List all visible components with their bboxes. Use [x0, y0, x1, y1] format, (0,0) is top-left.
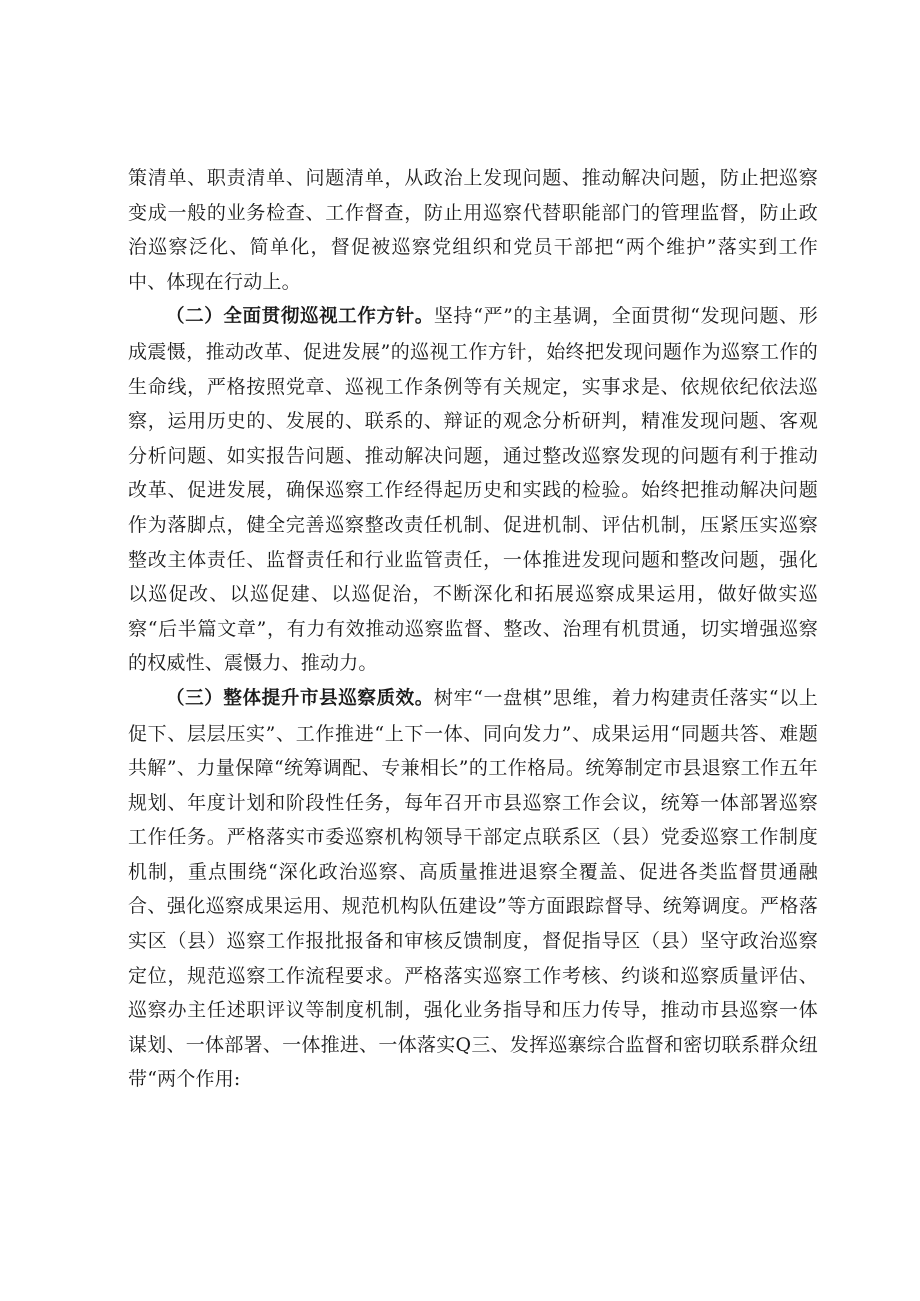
- section-heading: （三）整体提升市县巡察质效。: [166, 687, 434, 709]
- document-body: [128, 161, 818, 1097]
- paragraph-section-2: [128, 299, 818, 681]
- paragraph-text: 坚持“严”的主基调，全面贯彻“发现问题、形成震慑，推动改革、促进发展”的巡视工作方针，始终把发现问题作为巡察工作的生命线，严格按照党章、巡视工作条例等有关规定，实事求是、依规依纪依法巡察，运用历史的、发展的、联系的、辩证的观念分析研判，精准发现问题、客观分析问题、如实报告问题、推动解决问题，通过整改巡察发现的问题有利于推动改革、促进发展，确保巡察工作经得起历史和实践的检验。始终把推动解决问题作为落脚点，健全完善巡察整改责任机制、促进机制、评估机制，压紧压实巡察整改主体责任、监督责任和行业监管责任，一体推进发现问题和整改问题，强化以巡促改、以巡促建、以巡促治，不断深化和拓展巡察成果运用，做好做实巡察“后半篇文章”，有力有效推动巡察监督、整改、治理有机贯通，切实增强巡察的权威性、震慑力、推动力。: [128, 305, 818, 675]
- paragraph-section-3: [128, 681, 818, 1097]
- section-heading: （二）全面贯彻巡视工作方针。: [166, 306, 434, 328]
- paragraph-continuation: [128, 161, 818, 299]
- paragraph-text: 策清单、职责清单、问题清单，从政治上发现问题、推动解决问题，防止把巡察变成一般的业务检查、工作督查，防止用巡察代替职能部门的管理监督，防止政治巡察泛化、简单化，督促被巡察党组织和党员干部把“两个维护”落实到工作中、体现在行动上。: [128, 167, 818, 293]
- paragraph-text: 树牢“一盘棋”思维，着力构建责任落实“以上促下、层层压实”、工作推进“上下一体、同向发力”、成果运用“同题共答、难题共解”、力量保障“统筹调配、专兼相长”的工作格局。统筹制定市县退察工作五年规划、年度计划和阶段性任务，每年召开市县巡察工作会议，统筹一体部署巡察工作任务。严格落实市委巡察机构领导干部定点联系区（县）党委巡察工作制度机制，重点围绕“深化政治巡察、高质量推进退察全覆盖、促进各类监督贯通融合、强化巡察成果运用、规范机构队伍建设”等方面跟踪督导、统筹调度。严格落实区（县）巡察工作报批报备和审核反馈制度，督促指导区（县）坚守政治巡察定位，规范巡察工作流程要求。严格落实巡察工作考核、约谈和巡察质量评估、巡察办主任述职评议等制度机制，强化业务指导和压力传导，推动市县巡察一体谋划、一体部署、一体推进、一体落实Q三、发挥巡寨综合监督和密切联系群众纽带“两个作用:: [128, 686, 818, 1091]
